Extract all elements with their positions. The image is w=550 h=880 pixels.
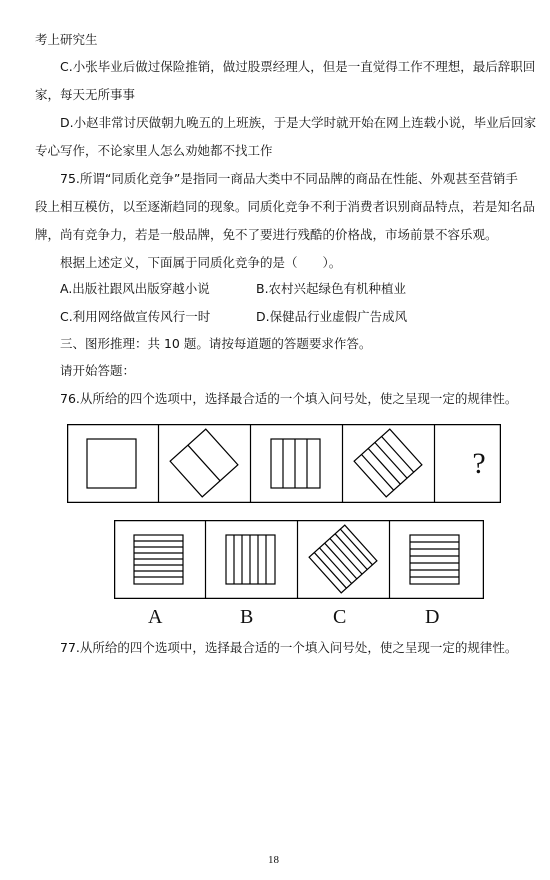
question-75-option-d: D.保健品行业虚假广告成风 [256,309,408,324]
question-75-cont-2: 牌，尚有竞争力，若是一般品牌，免不了要进行残酷的价格战，市场前景不容乐观。 [35,227,498,242]
question-77: 77.从所给的四个选项中，选择最合适的一个填入问号处，使之呈现一定的规律性。 [60,640,518,655]
option-d-text: D.小赵非常讨厌做朝九晚五的上班族，于是大学时就开始在网上连载小说，毕业后回家 [60,115,537,130]
figure-3-vertical-lines-square [271,439,320,488]
option-a-figure [134,535,183,584]
figure-2-rotated-square [170,429,238,497]
option-d-label[interactable]: D [425,606,440,628]
text-line-1: 考上研究生 [35,32,98,47]
question-mark: ? [472,447,486,480]
section-heading: 三、图形推理：共 10 题。请按每道题的答题要求作答。 [60,336,372,351]
option-d-figure [410,535,459,584]
question-76: 76.从所给的四个选项中，选择最合适的一个填入问号处，使之呈现一定的规律性。 [60,391,518,406]
question-75-cont-1: 段上相互模仿，以至逐渐趋同的现象。同质化竞争不利于消费者识别商品特点，若是知名品 [35,199,536,214]
start-prompt: 请开始答题： [60,363,136,378]
option-c-text: C.小张毕业后做过保险推销，做过股票经理人，但是一直觉得工作不理想，最后辞职回 [60,59,536,74]
option-c-figure [309,525,377,593]
figure-4-rotated-striped-square [354,429,422,497]
option-b-figure [226,535,275,584]
option-c-text-cont: 家，每天无所事事 [35,87,136,102]
question-75-option-a: A.出版社跟风出版穿越小说 [60,281,210,296]
option-a-label[interactable]: A [148,606,163,628]
question-75: 75.所谓“同质化竞争”是指同一商品大类中不同品牌的商品在性能、外观甚至营销手 [60,171,518,186]
option-d-text-cont: 专心写作，不论家里人怎么劝她都不找工作 [35,143,273,158]
question-75-prompt: 根据上述定义，下面属于同质化竞争的是（ ）。 [60,255,342,270]
question-75-option-b: B.农村兴起绿色有机种植业 [256,281,407,296]
option-b-label[interactable]: B [240,606,254,628]
figure-1-square [87,439,136,488]
page-number: 18 [268,854,279,866]
question-76-figure-row [67,424,501,503]
question-75-option-c: C.利用网络做宣传风行一时 [60,309,211,324]
question-76-option-row [114,520,484,599]
option-c-label[interactable]: C [333,606,347,628]
